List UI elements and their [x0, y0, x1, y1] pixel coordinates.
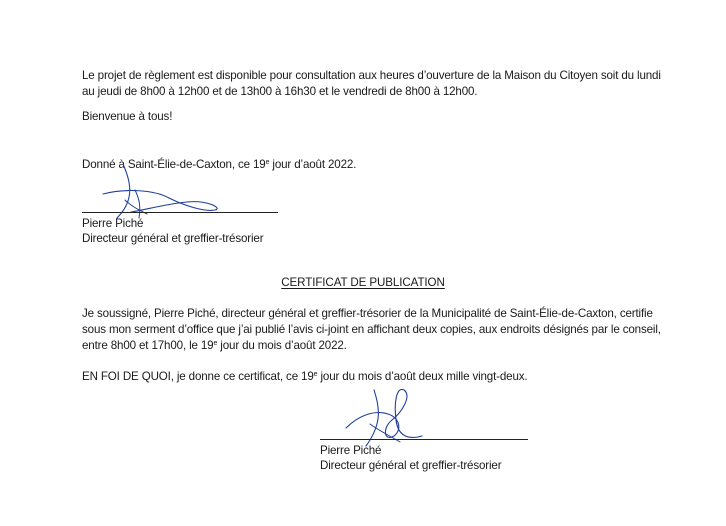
- given-text-before: Donné à Saint-Élie-de-Caxton, ce 19: [82, 158, 266, 171]
- certificate-paragraph: [82, 306, 661, 354]
- certificate-line-3: [82, 338, 652, 354]
- certificate-line-3-before: entre 8h00 et 17h00, le 19: [82, 339, 214, 352]
- given-superscript: e: [265, 159, 270, 166]
- welcome-text: Bienvenue à tous!: [82, 110, 173, 123]
- certificate-heading-text: CERTIFICAT DE PUBLICATION: [281, 276, 445, 289]
- signature-1-title: Directeur général et greffier-trésorier: [82, 232, 264, 245]
- certificate-line-2: sous mon serment d’office que j’ai publié l’avis ci-joint en affichant deux copies, aux endroits désignés par le conseil,: [82, 323, 661, 336]
- signature-2-name: Pierre Piché: [320, 444, 382, 457]
- attestation-superscript: e: [313, 371, 318, 378]
- intro-line-1: Le projet de règlement est disponible pour consultation aux heures d’ouverture de la Maison du Citoyen soit du lundi: [82, 69, 661, 82]
- certificate-superscript: e: [213, 340, 218, 347]
- intro-line-2: au jeudi de 8h00 à 12h00 et de 13h00 à 16h30 et le vendredi de 8h00 à 12h00.: [82, 85, 478, 98]
- certificate-heading: [0, 276, 726, 289]
- signature-1-name: Pierre Piché: [82, 217, 144, 230]
- certificate-line-1: Je soussigné, Pierre Piché, directeur général et greffier-trésorier de la Municipalité de Saint-Élie-de-Caxton, certifie: [82, 307, 653, 320]
- certificate-line-3-after: jour du mois d’août 2022.: [217, 339, 347, 352]
- intro-paragraph: [82, 68, 661, 100]
- signature-2-title: Directeur général et greffier-trésorier: [320, 459, 502, 472]
- signature-1-line: [82, 212, 278, 213]
- given-text-after: jour d’août 2022.: [269, 158, 357, 171]
- signature-2-line: [320, 439, 528, 440]
- attestation-before: EN FOI DE QUOI, je donne ce certificat, ce 19: [82, 370, 314, 383]
- attestation-statement: [82, 369, 652, 385]
- attestation-after: jour du mois d’août deux mille vingt-deux.: [317, 370, 528, 383]
